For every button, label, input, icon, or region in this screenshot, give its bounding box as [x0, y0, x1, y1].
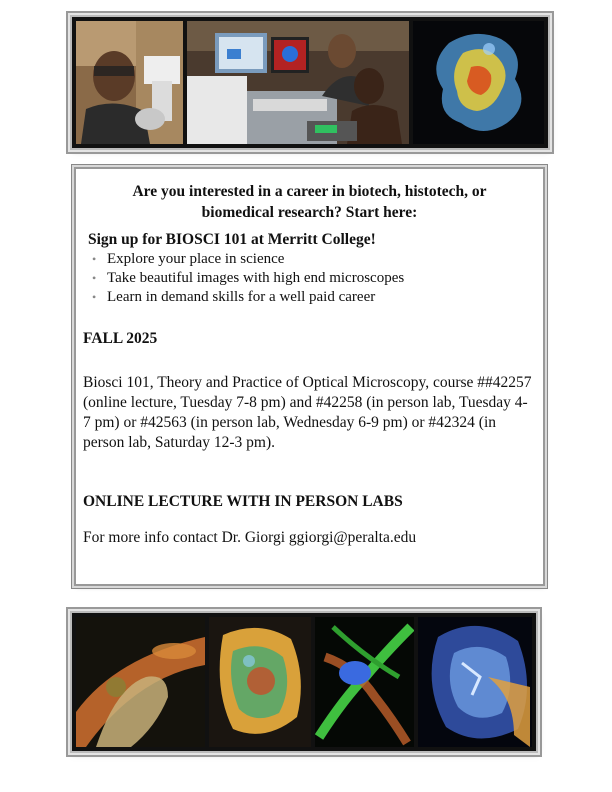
list-item — [90, 250, 404, 269]
list-item — [90, 269, 404, 288]
course-info-box — [76, 169, 543, 584]
semester-heading: FALL 2025 — [83, 330, 158, 347]
micrograph-4 — [418, 617, 532, 747]
photo-lab-workstation — [187, 21, 409, 144]
bottom-photo-strip — [72, 613, 536, 751]
list-item-text: Explore your place in science — [107, 251, 285, 267]
benefits-list — [90, 250, 404, 307]
headline — [76, 181, 543, 223]
bullet-icon: • — [92, 271, 97, 285]
headline-line-1: Are you interested in a career in biotech, histotech, or — [132, 183, 487, 200]
list-item-text: Take beautiful images with high end microscopes — [107, 270, 405, 286]
course-description: Biosci 101, Theory and Practice of Optical Microscopy, course ##42257 (online lecture, Tuesday 7-8 pm) and #42258 (in person lab, Tuesday 4-7 pm) or #42563 (in person lab, Wednesday 6-9 pm) or #42324 (in person lab, Saturday 12-3 pm). — [83, 374, 532, 451]
photo-microscope-user — [76, 21, 183, 144]
list-item — [90, 288, 404, 307]
format-heading: ONLINE LECTURE WITH IN PERSON LABS — [83, 493, 403, 510]
photo-fluorescent-cell — [413, 21, 544, 144]
bullet-icon: • — [92, 252, 97, 266]
micrograph-2 — [209, 617, 311, 747]
contact-info: For more info contact Dr. Giorgi ggiorgi@peralta.edu — [83, 529, 417, 546]
micrograph-3 — [315, 617, 414, 747]
list-item-text: Learn in demand skills for a well paid career — [107, 289, 376, 305]
signup-heading: Sign up for BIOSCI 101 at Merritt College! — [88, 231, 376, 248]
micrograph-1 — [76, 617, 205, 747]
headline-line-2: biomedical research? Start here: — [201, 204, 418, 221]
bullet-icon: • — [92, 290, 97, 304]
top-photo-strip — [72, 17, 548, 148]
